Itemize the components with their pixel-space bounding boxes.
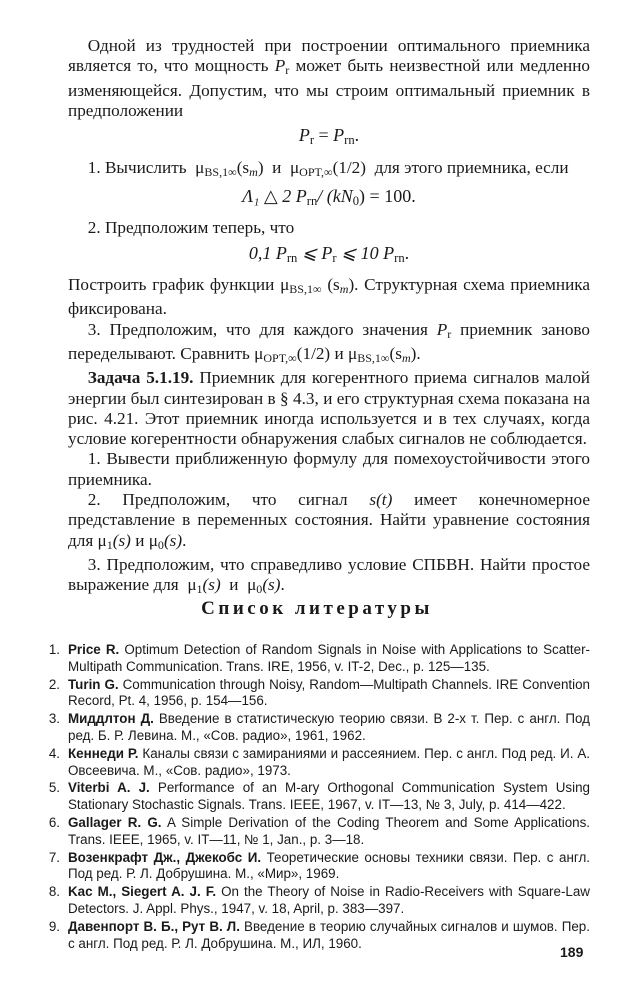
reference-item (44, 780, 590, 814)
reference-author: Kac M., Siegert A. J. F. (68, 884, 217, 900)
reference-author: Turin G. (68, 676, 119, 692)
page-number: 189 (560, 944, 584, 960)
reference-number: 7. (48, 849, 60, 865)
reference-number: 2. (48, 676, 60, 692)
reference-text: Каналы связи с замираниями и рассеянием. Пер. с англ. Под ред. И. А. Овсеевича. М., «Сов. радио», 1973. (68, 745, 590, 778)
reference-number: 5. (48, 780, 60, 796)
equation-lambda: Λ₁ △ 2 $P_{rn}/$ $(kN_0) = 100$. (242, 185, 416, 209)
body-text (68, 36, 590, 600)
reference-number: 9. (48, 918, 60, 934)
reference-item (44, 919, 590, 953)
exercise-item-3: 3. Предположим, что для каждого значения $P_r$ приемник заново переделывают. Сравнить $\mu_{OPT,\infty}(1/2)$ и $\mu_{BS,1\infty}(s_m)$. (68, 319, 591, 365)
reference-number: 1. (48, 642, 60, 657)
reference-text: Введение в теорию случайных сигналов и шумов. Пер. с англ. Под ред. Р. Л. Добрушина. М., ИЛ, 1960. (68, 918, 590, 951)
reference-number: 8. (48, 884, 60, 900)
reference-text: Performance of an M-ary Orthogonal Communication System Using Stationary Stochastic Signals. Trans. IEEE, 1967, v. IT—13, № 3, July, p. 414—422. (68, 780, 590, 813)
equation-power-range: 0,1 $P_{rn}$ ⩽ $P_r$ ⩽ 10 $P_{rn}$. (248, 242, 410, 265)
reference-text: A Simple Derivation of the Coding Theorem and Some Applications. Trans. IEEE, 1965, v. IT—11, № 1, Jan., p. 3—18. (68, 814, 591, 847)
reference-author: Gallager R. G. (68, 814, 162, 830)
reference-text: On the Theory of Noise in Radio-Receivers with Square-Law Detectors. J. Appl. Phys., 1947, v. 18, April, p. 383—397. (68, 884, 590, 916)
reference-text: Теоретические основы техники связи. Пер. с англ. Под ред. Р. Л. Добрушина. М., «Мир», 1969. (68, 849, 590, 882)
exercise-item-2: 2. Предположим теперь, что (87, 218, 295, 238)
reference-text: Communication through Noisy, Random—Multipath Channels. IRE Convention Record, Pt. 4, 1956, p. 154—156. (68, 676, 590, 709)
task-item-3: 3. Предположим, что справедливо условие СПБВН. Найти простое выражение для $\mu_1(s)$ и $\mu_0(s)$. (68, 554, 590, 597)
reference-author: Давенпорт В. Б., Рут В. Л. (68, 918, 240, 934)
reference-item (44, 711, 590, 745)
references-heading: Список литературы (201, 598, 433, 619)
equation-pr-eq-prn: $P_r = P_{rn}$. (298, 125, 360, 148)
task-text: Приемник для когерентного приема сигналов малой энергии был синтезирован в § 4.3, и его структурная схема показана на рис. 4.21. Этот приемник иногда используется и в тех случаях, когда условие когерентности обнаружения слабых сигналов не соблюдается. (68, 368, 591, 449)
reference-author: Возенкрафт Дж., Джекобс И. (68, 849, 262, 865)
symbol-pr-item3: $P_r$ (436, 319, 452, 341)
exercise-item-2-continued: Построить график функции $\mu_{BS,1\infty}$ $(s_m)$. Структурная схема приемника фиксирована. (68, 275, 591, 319)
exercise-item-1: 1. Вычислить $\mu_{BS,1\infty}(s_m)$ и $\mu_{OPT,\infty}(1/2)$ для этого приемника, если (87, 157, 569, 179)
references-list (44, 642, 590, 953)
reference-item (44, 815, 590, 849)
reference-item (44, 850, 590, 884)
reference-author: Кеннеди Р. (68, 745, 139, 761)
intro-paragraph (68, 36, 590, 121)
task-item-2: 2. Предположим, что сигнал s(t) имеет конечномерное представление в переменных состояния. Найти уравнение состояния для $\mu_1(s)$ и $\mu_0(s)$. (68, 490, 590, 552)
task-5-1-19 (68, 368, 590, 449)
reference-text: Введение в статистическую теорию связи. В 2-х т. Пер. с англ. Под ред. Б. Р. Левина. М., «Сов. радио», 1961, 1962. (68, 711, 590, 743)
reference-number: 4. (48, 745, 60, 761)
task-label: Задача 5.1.19. (87, 368, 194, 388)
symbol-pr: $P_r$ (274, 56, 290, 78)
reference-item (44, 677, 590, 711)
reference-author: Viterbi A. J. (68, 780, 150, 796)
reference-number: 3. (48, 711, 60, 727)
reference-item (44, 884, 590, 918)
reference-author: Миддлтон Д. (68, 711, 154, 727)
task-item-1: 1. Вывести приближенную формулу для помехоустойчивости этого приемника. (68, 449, 590, 489)
intro-text: Одной из трудностей при построении оптимального приемника является то, что мощность (68, 36, 590, 76)
reference-author: Price R. (68, 642, 120, 657)
reference-number: 6. (48, 814, 60, 830)
reference-text: Optimum Detection of Random Signals in Noise with Applications to Scatter-Multipath Communication. Trans. IRE, 1956, v. IT-2, Dec., p. 125—135. (68, 642, 590, 674)
intro-rest-text: может быть неизвестной или медленно изменяющейся. Допустим, что мы строим оптимальный приемник в предположении (68, 56, 591, 120)
reference-item (44, 642, 590, 676)
reference-item (44, 746, 590, 780)
